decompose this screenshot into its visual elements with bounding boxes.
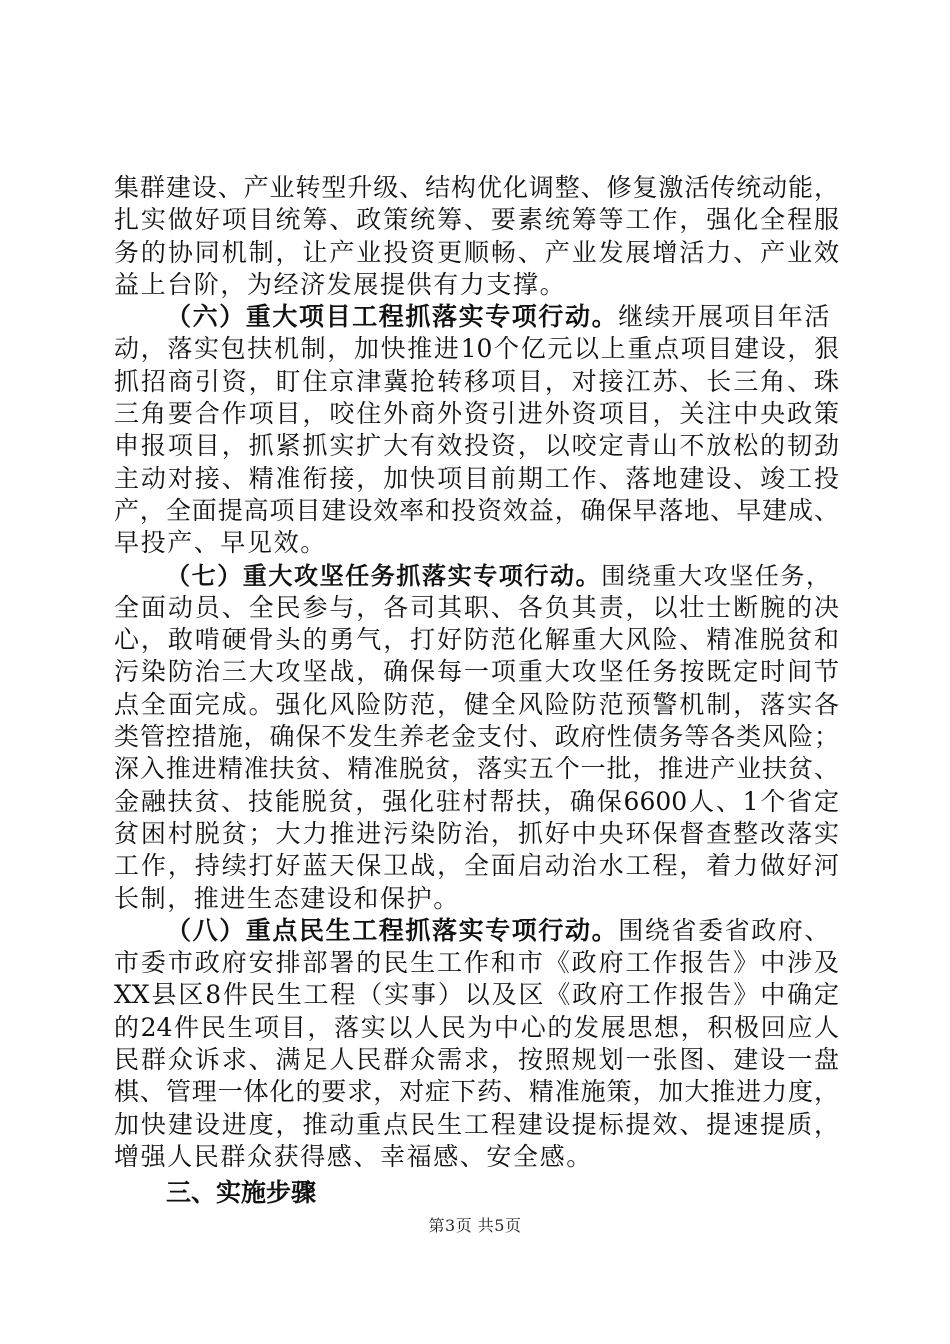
text-line: 类管控措施，确保不发生养老金支付、政府性债务等各类风险； <box>114 722 839 752</box>
paragraph-title: （六）重大项目工程抓落实专项行动。 <box>166 302 619 332</box>
text-line: 市委市政府安排部署的民生工作和市《政府工作报告》中涉及 <box>114 948 839 978</box>
section-heading: 三、实施步骤 <box>166 1178 317 1208</box>
text-line: 三角要合作项目，咬住外商外资引进外资项目，关注中央政策 <box>114 399 839 429</box>
text-line: 益上台阶，为经济发展提供有力支撑。 <box>114 269 567 299</box>
text-line: 抓招商引资，盯住京津冀抢转移项目，对接江苏、长三角、珠 <box>114 366 839 396</box>
paragraph-first-line <box>114 301 839 333</box>
text-line: 围绕省委省政府、 <box>618 915 832 945</box>
text-line: XX县区8件民生工程（实事）以及区《政府工作报告》中确定 <box>114 980 839 1010</box>
text-line: 深入推进精准扶贫、精准脱贫，落实五个一批，推进产业扶贫、 <box>114 754 839 784</box>
text-line: 产，全面提高项目建设效率和投资效益，确保早落地、早建成、 <box>114 495 839 525</box>
text-line: 民群众诉求、满足人民群众需求，按照规划一张图、建设一盘 <box>114 1045 839 1075</box>
document-body <box>114 172 839 1209</box>
text-line: 点全面完成。强化风险防范，健全风险防范预警机制，落实各 <box>114 689 839 719</box>
paragraph-item-6 <box>114 301 839 559</box>
text-line: 贫困村脱贫；大力推进污染防治，抓好中央环保督查整改落实 <box>114 818 839 848</box>
text-line: 污染防治三大攻坚战，确保每一项重大攻坚任务按既定时间节 <box>114 657 839 687</box>
text-line: 金融扶贫、技能脱贫，强化驻村帮扶，确保6600人、1个省定 <box>114 786 839 816</box>
paragraph-title: （七）重大攻坚任务抓落实专项行动。 <box>166 560 602 590</box>
text-line: 心，敢啃硬骨头的勇气，打好防范化解重大风险、精准脱贫和 <box>114 625 839 655</box>
text-line: 的24件民生项目，落实以人民为中心的发展思想，积极回应人 <box>114 1012 839 1042</box>
text-line: 动，落实包扶机制，加快推进10个亿元以上重点项目建设，狠 <box>114 334 839 364</box>
text-line: 务的协同机制，让产业投资更顺畅、产业发展增活力、产业效 <box>114 237 839 267</box>
paragraph-first-line <box>114 915 839 947</box>
text-line: 申报项目，抓紧抓实扩大有效投资，以咬定青山不放松的韧劲 <box>114 431 839 461</box>
paragraph-title: （八）重点民生工程抓落实专项行动。 <box>166 915 619 945</box>
page-number-footer: 第3页 共5页 <box>428 1216 522 1235</box>
text-line: 主动对接、精准衔接，加快项目前期工作、落地建设、竣工投 <box>114 463 839 493</box>
text-line: 增强人民群众获得感、幸福感、安全感。 <box>114 1141 593 1171</box>
text-line: 早投产、早见效。 <box>114 528 327 558</box>
paragraph-item-7 <box>114 560 839 915</box>
text-line: 扎实做好项目统筹、政策统筹、要素统筹等工作，强化全程服 <box>114 205 839 235</box>
paragraph-item-8 <box>114 915 839 1173</box>
text-line: 棋、管理一体化的要求，对症下药、精准施策，加大推进力度， <box>114 1077 839 1107</box>
paragraph-continuation <box>114 172 839 301</box>
text-line: 长制，推进生态建设和保护。 <box>114 883 460 913</box>
paragraph-first-line <box>114 560 839 592</box>
text-line: 工作，持续打好蓝天保卫战，全面启动治水工程，着力做好河 <box>114 851 839 881</box>
text-line: 集群建设、产业转型升级、结构优化调整、修复激活传统动能， <box>114 173 839 202</box>
text-line: 围绕重大攻坚任务， <box>601 561 832 590</box>
text-line: 继续开展项目年活 <box>618 302 832 332</box>
text-line: 加快建设进度，推动重点民生工程建设提标提效、提速提质， <box>114 1109 839 1139</box>
text-line: 全面动员、全民参与，各司其职、各负其责，以壮士断腕的决 <box>114 592 839 622</box>
